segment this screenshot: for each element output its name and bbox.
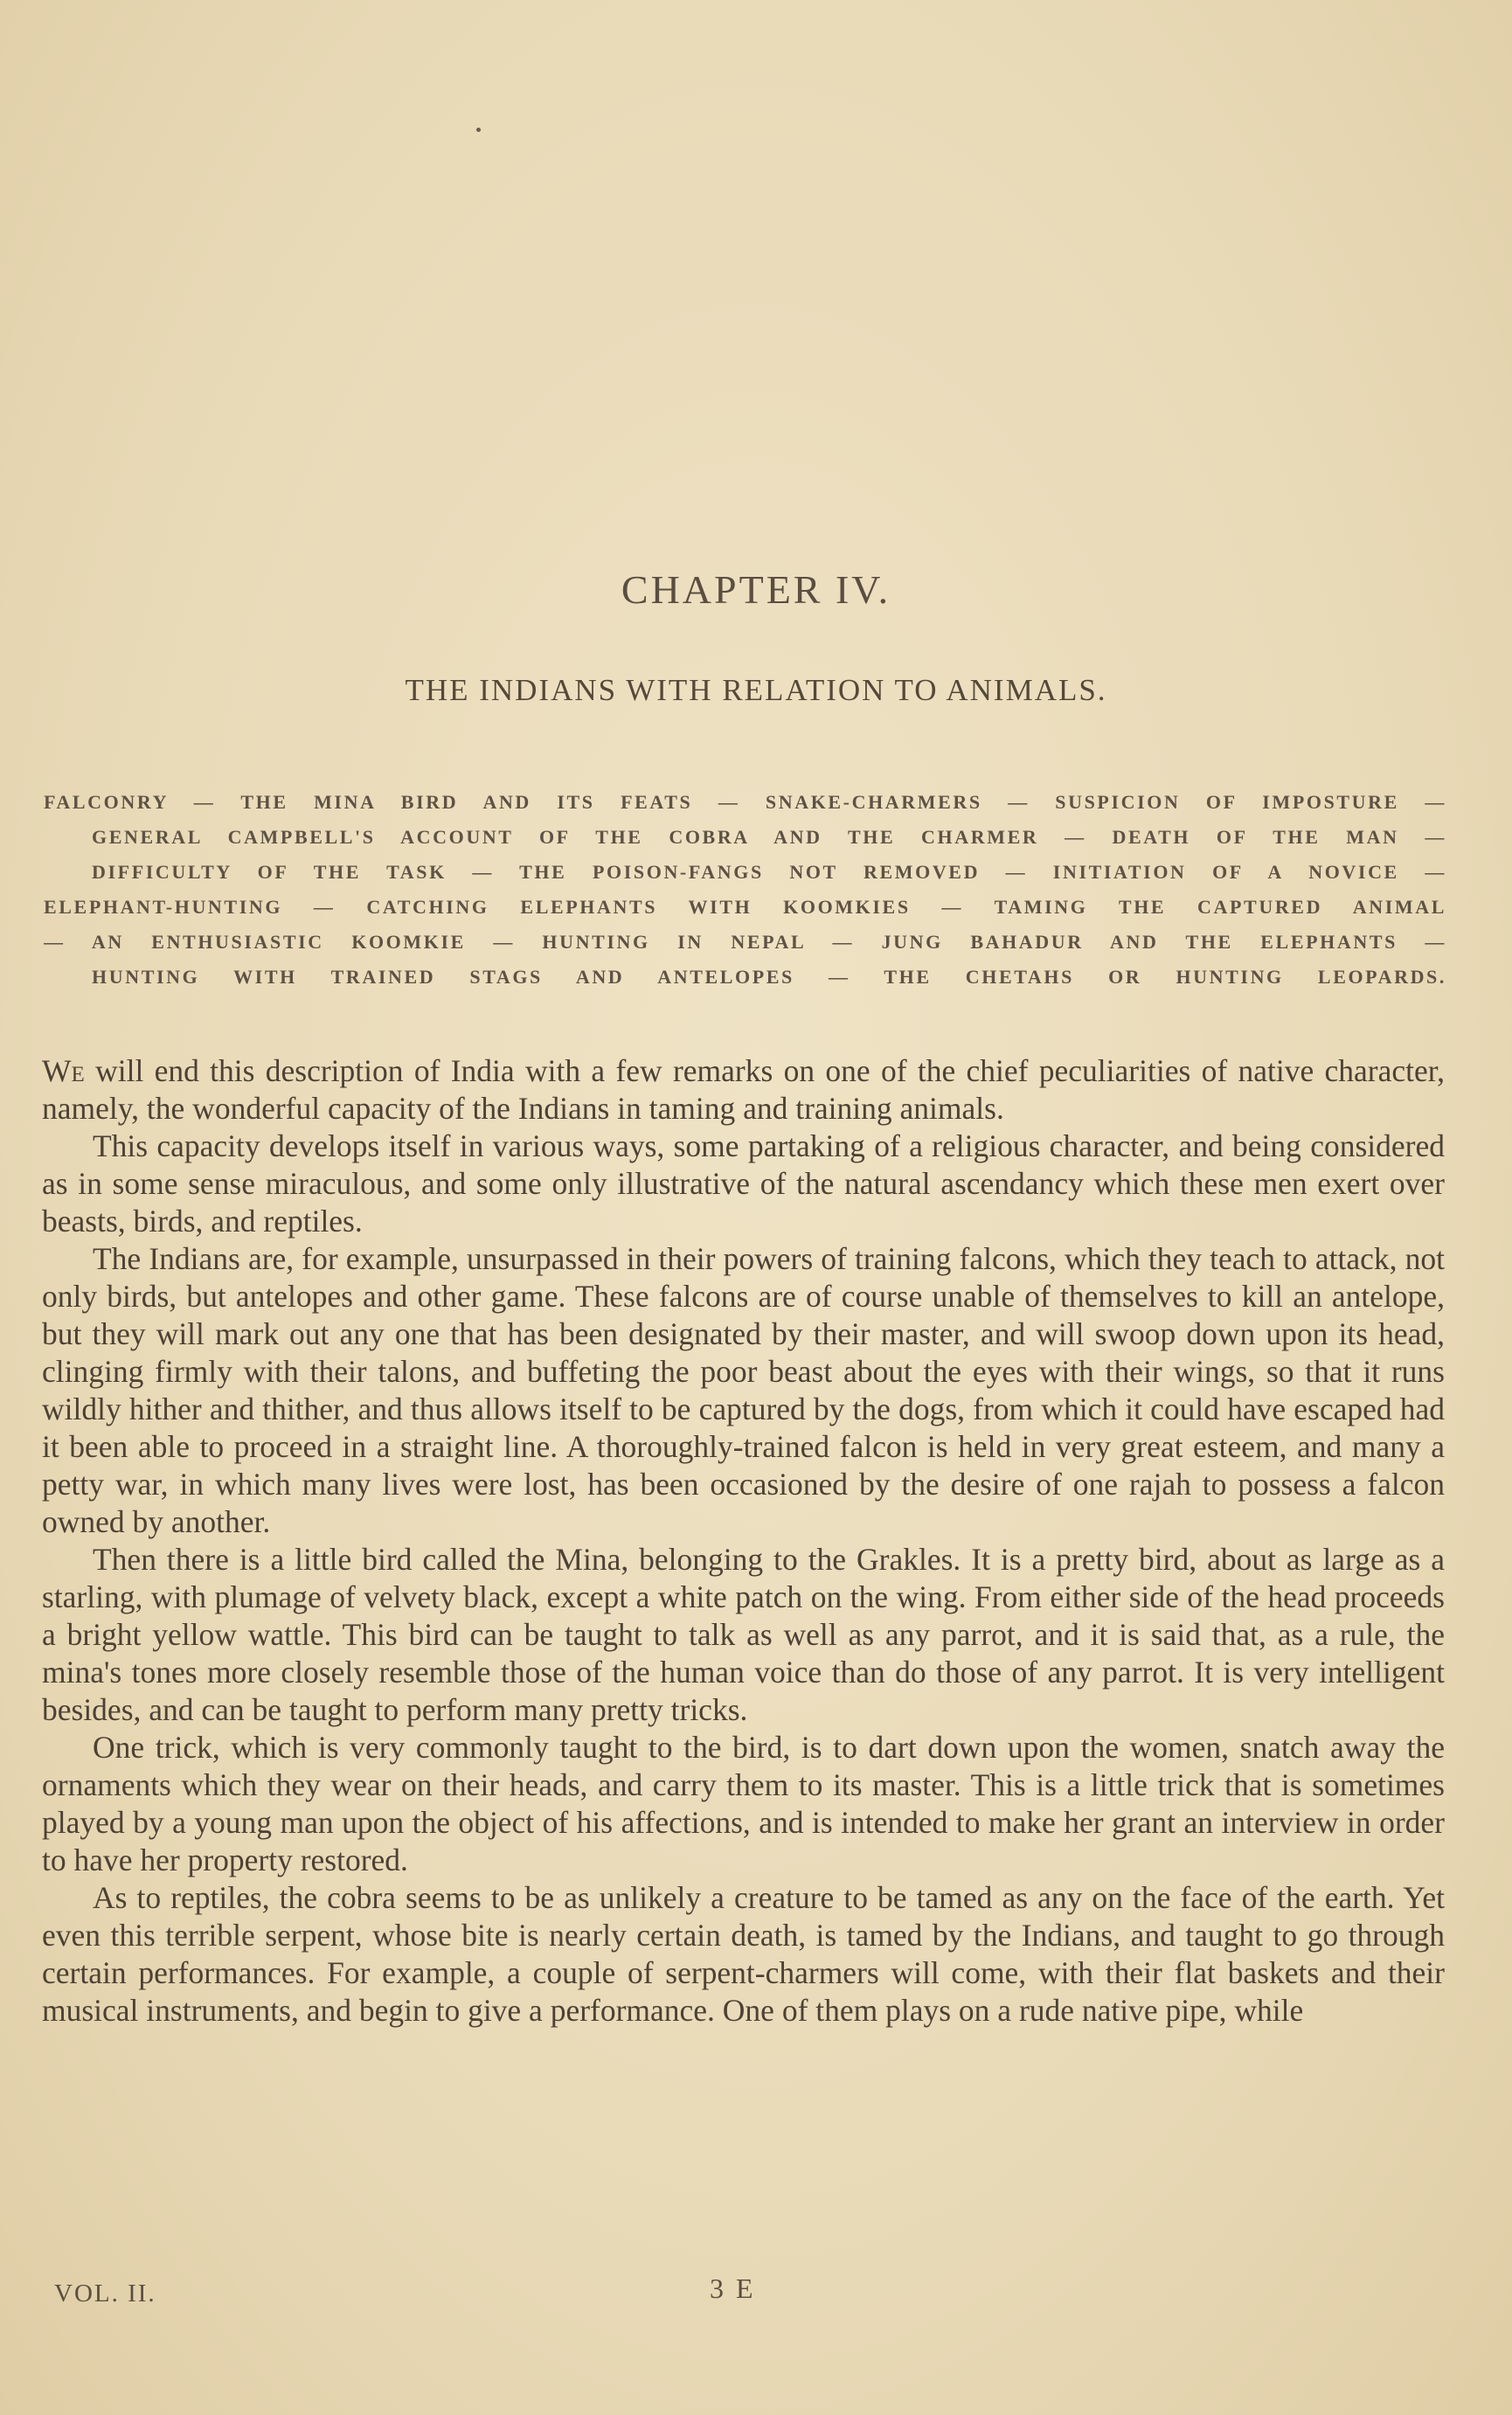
synopsis-line: DIFFICULTY OF THE TASK — THE POISON-FANGS NOT REMOVED — INITIATION OF A NOVICE — — [92, 861, 1446, 883]
synopsis-line: FALCONRY — THE MINA BIRD AND ITS FEATS — SNAKE-CHARMERS — SUSPICION OF IMPOSTURE — — [44, 791, 1446, 813]
paragraph: This capacity develops itself in various ways, some partaking of a religious character, and being considered as in some sense miraculous, and some only illustrative of the natural ascendancy which these men exert over beasts, birds, and reptiles. — [42, 1128, 1445, 1239]
synopsis-line: ELEPHANT-HUNTING — CATCHING ELEPHANTS WITH KOOMKIES — TAMING THE CAPTURED ANIMAL — [44, 896, 1446, 918]
paragraph-text: will end this description of India with a few remarks on one of the chief peculiarities of native character, namely, the wonderful capacity of the Indians in taming and training animals. — [42, 1053, 1445, 1126]
paragraph — [42, 1052, 1445, 1128]
synopsis-line: GENERAL CAMPBELL'S ACCOUNT OF THE COBRA AND THE CHARMER — DEATH OF THE MAN — — [92, 826, 1446, 848]
paragraph: Then there is a little bird called the Mina, belonging to the Grakles. It is a pretty bird, about as large as a starling, with plumage of velvety black, except a white patch on the wing. From either side of the head proceeds a bright yellow wattle. This bird can be taught to talk as well as any parrot, and it is said that, as a rule, the mina's tones more closely resemble those of the human voice than do those of any parrot. It is very intelligent besides, and can be taught to perform many pretty tricks. — [42, 1542, 1445, 1727]
opening-word: We — [42, 1053, 85, 1088]
paragraph: As to reptiles, the cobra seems to be as unlikely a creature to be tamed as any on the face of the earth. Yet even this terrible serpent, whose bite is nearly certain death, is tamed by the Indians, and taught to go through certain performances. For example, a couple of serpent-charmers will come, with their flat baskets and their musical instruments, and begin to give a performance. One of them plays on a rude native pipe, while — [42, 1880, 1445, 2028]
chapter-title: CHAPTER IV. — [621, 567, 891, 612]
chapter-subtitle: THE INDIANS WITH RELATION TO ANIMALS. — [405, 673, 1107, 707]
synopsis-line: HUNTING WITH TRAINED STAGS AND ANTELOPES — THE CHETAHS OR HUNTING LEOPARDS. — [92, 966, 1446, 988]
volume-label: VOL. II. — [54, 2280, 156, 2307]
paragraph: The Indians are, for example, unsurpassed in their powers of training falcons, which they teach to attack, not only birds, but antelopes and other game. These falcons are of course unable of themselves to kill an antelope, but they will mark out any one that has been designated by their master, and will swoop down upon its head, clinging firmly with their talons, and buffeting the poor beast about the eyes with their wings, so that it runs wildly hither and thither, and thus allows itself to be captured by the dogs, from which it could have escaped had it been able to proceed in a straight line. A thoroughly-trained falcon is held in very great esteem, and many a petty war, in which many lives were lost, has been occasioned by the desire of one rajah to possess a falcon owned by another. — [42, 1241, 1445, 1539]
signature-mark: 3 E — [710, 2273, 756, 2304]
paragraph: One trick, which is very commonly taught to the bird, is to dart down upon the women, snatch away the ornaments which they wear on their heads, and carry them to its master. This is a little trick that is sometimes played by a young man upon the object of his affections, and is intended to make her grant an interview in order to have her property restored. — [42, 1730, 1445, 1877]
synopsis-line: — AN ENTHUSIASTIC KOOMKIE — HUNTING IN NEPAL — JUNG BAHADUR AND THE ELEPHANTS — — [44, 931, 1446, 953]
chapter-synopsis — [44, 785, 1446, 995]
ink-speck — [476, 128, 481, 132]
body-text — [42, 1052, 1445, 2030]
